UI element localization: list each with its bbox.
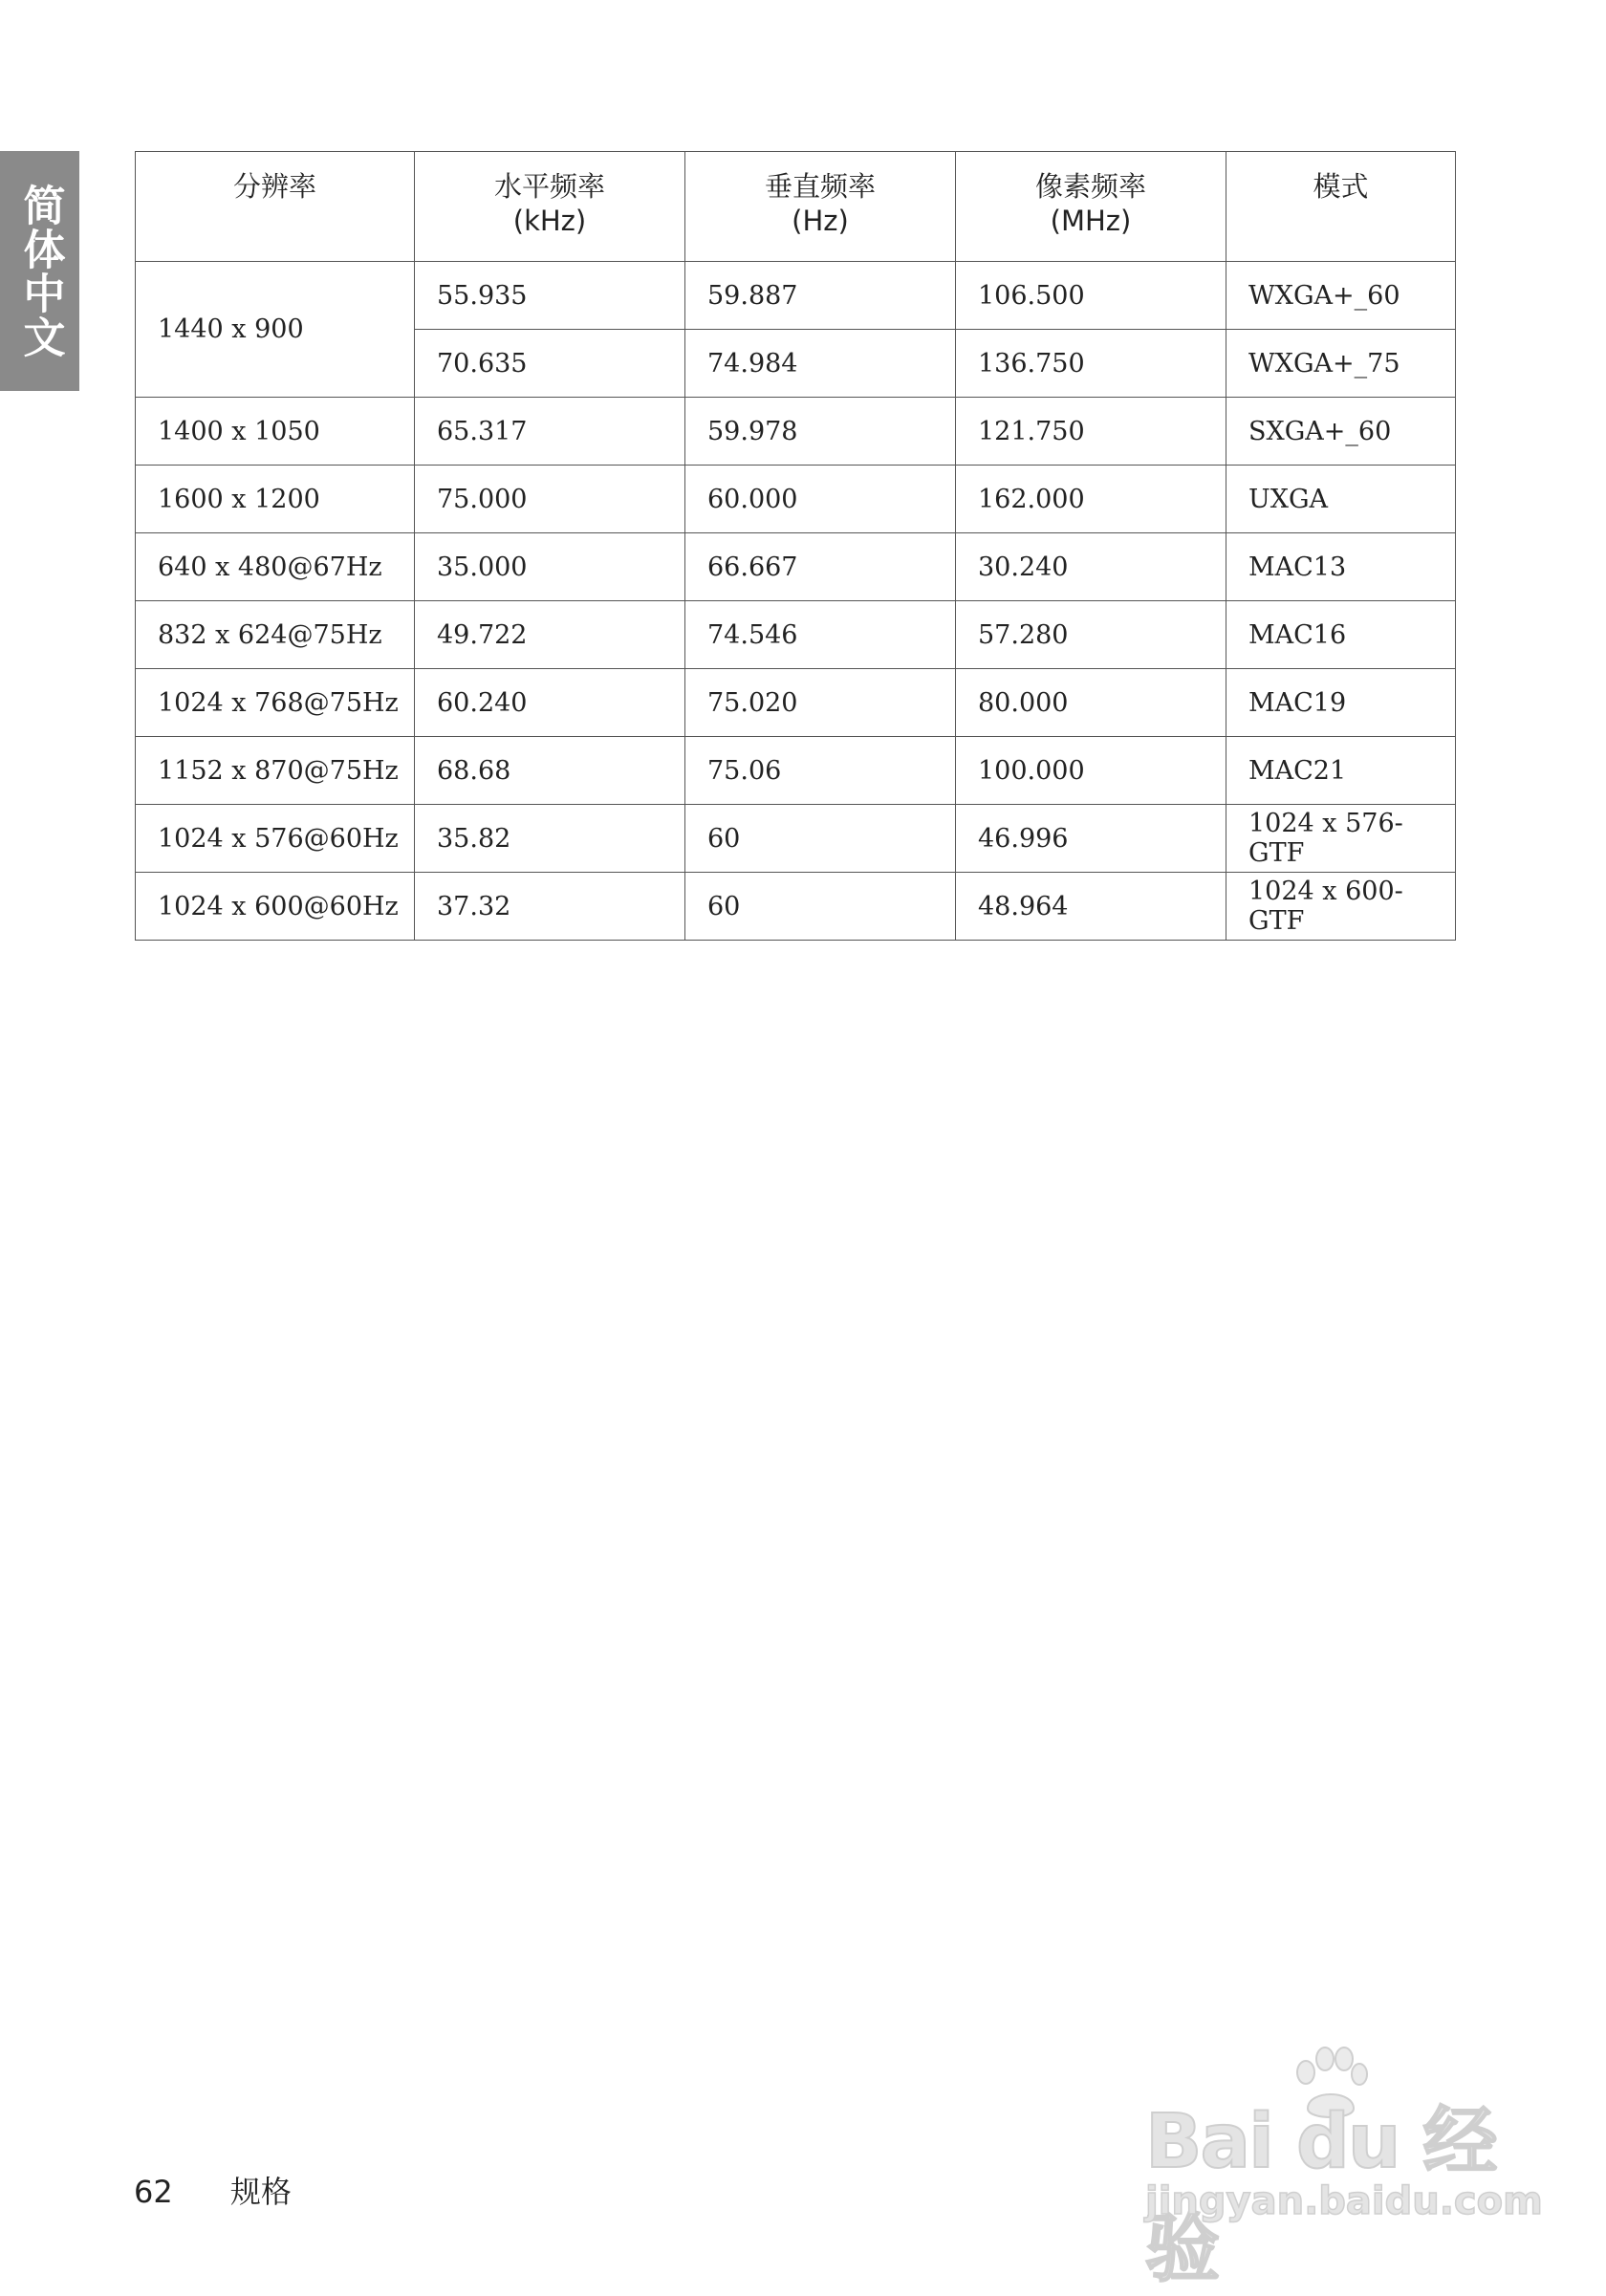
timing-spec-table	[135, 151, 1456, 941]
cell-resolution: 1024 x 600@60Hz	[136, 873, 415, 941]
table-header-row	[136, 152, 1456, 262]
cell-mode: MAC13	[1226, 533, 1456, 601]
table-row	[136, 873, 1456, 941]
table-row	[136, 669, 1456, 737]
cell-resolution: 1400 x 1050	[136, 398, 415, 466]
header-pixel-frequency: 像素频率 (MHz)	[956, 152, 1226, 262]
cell-pixel-freq: 121.750	[956, 398, 1226, 466]
cell-v-freq: 60	[685, 873, 956, 941]
cell-pixel-freq: 106.500	[956, 262, 1226, 330]
cell-v-freq: 59.978	[685, 398, 956, 466]
section-title: 规格	[229, 2174, 292, 2210]
header-resolution: 分辨率	[136, 152, 415, 262]
table-row	[136, 805, 1456, 873]
cell-pixel-freq: 30.240	[956, 533, 1226, 601]
cell-resolution: 1600 x 1200	[136, 466, 415, 533]
cell-mode: MAC21	[1226, 737, 1456, 805]
cell-v-freq: 75.06	[685, 737, 956, 805]
cell-mode: 1024 x 600-GTF	[1226, 873, 1456, 941]
cell-mode: MAC16	[1226, 601, 1456, 669]
cell-pixel-freq: 100.000	[956, 737, 1226, 805]
table-row	[136, 601, 1456, 669]
watermark-logo-text: Bai du 经验	[1145, 2099, 1496, 2292]
header-vertical-frequency: 垂直频率 (Hz)	[685, 152, 956, 262]
cell-mode: 1024 x 576-GTF	[1226, 805, 1456, 873]
cell-h-freq: 49.722	[415, 601, 685, 669]
cell-mode: WXGA+_75	[1226, 330, 1456, 398]
header-horizontal-frequency: 水平频率 (kHz)	[415, 152, 685, 262]
cell-pixel-freq: 136.750	[956, 330, 1226, 398]
watermark-url: jingyan.baidu.com	[1145, 2179, 1543, 2223]
cell-resolution: 1152 x 870@75Hz	[136, 737, 415, 805]
language-side-tab: 简体中文	[0, 151, 79, 391]
cell-pixel-freq: 57.280	[956, 601, 1226, 669]
cell-pixel-freq: 46.996	[956, 805, 1226, 873]
page-number: 62	[134, 2174, 173, 2210]
cell-v-freq: 60.000	[685, 466, 956, 533]
cell-h-freq: 65.317	[415, 398, 685, 466]
cell-v-freq: 66.667	[685, 533, 956, 601]
cell-h-freq: 55.935	[415, 262, 685, 330]
cell-h-freq: 75.000	[415, 466, 685, 533]
cell-h-freq: 60.240	[415, 669, 685, 737]
cell-h-freq: 70.635	[415, 330, 685, 398]
cell-resolution: 640 x 480@67Hz	[136, 533, 415, 601]
table-row	[136, 737, 1456, 805]
cell-mode: UXGA	[1226, 466, 1456, 533]
cell-resolution: 1024 x 576@60Hz	[136, 805, 415, 873]
cell-mode: MAC19	[1226, 669, 1456, 737]
cell-resolution: 1024 x 768@75Hz	[136, 669, 415, 737]
cell-v-freq: 74.546	[685, 601, 956, 669]
cell-v-freq: 74.984	[685, 330, 956, 398]
baidu-watermark	[1145, 2046, 1543, 2292]
table-row	[136, 398, 1456, 466]
cell-pixel-freq: 80.000	[956, 669, 1226, 737]
cell-resolution: 1440 x 900	[136, 262, 415, 398]
table-row	[136, 533, 1456, 601]
cell-v-freq: 75.020	[685, 669, 956, 737]
cell-h-freq: 35.000	[415, 533, 685, 601]
cell-pixel-freq: 162.000	[956, 466, 1226, 533]
cell-h-freq: 68.68	[415, 737, 685, 805]
cell-mode: WXGA+_60	[1226, 262, 1456, 330]
table-row	[136, 466, 1456, 533]
cell-mode: SXGA+_60	[1226, 398, 1456, 466]
cell-h-freq: 35.82	[415, 805, 685, 873]
cell-v-freq: 60	[685, 805, 956, 873]
cell-v-freq: 59.887	[685, 262, 956, 330]
table-row	[136, 262, 1456, 330]
cell-pixel-freq: 48.964	[956, 873, 1226, 941]
cell-resolution: 832 x 624@75Hz	[136, 601, 415, 669]
cell-h-freq: 37.32	[415, 873, 685, 941]
header-mode: 模式	[1226, 152, 1456, 262]
page-footer	[134, 2168, 292, 2212]
